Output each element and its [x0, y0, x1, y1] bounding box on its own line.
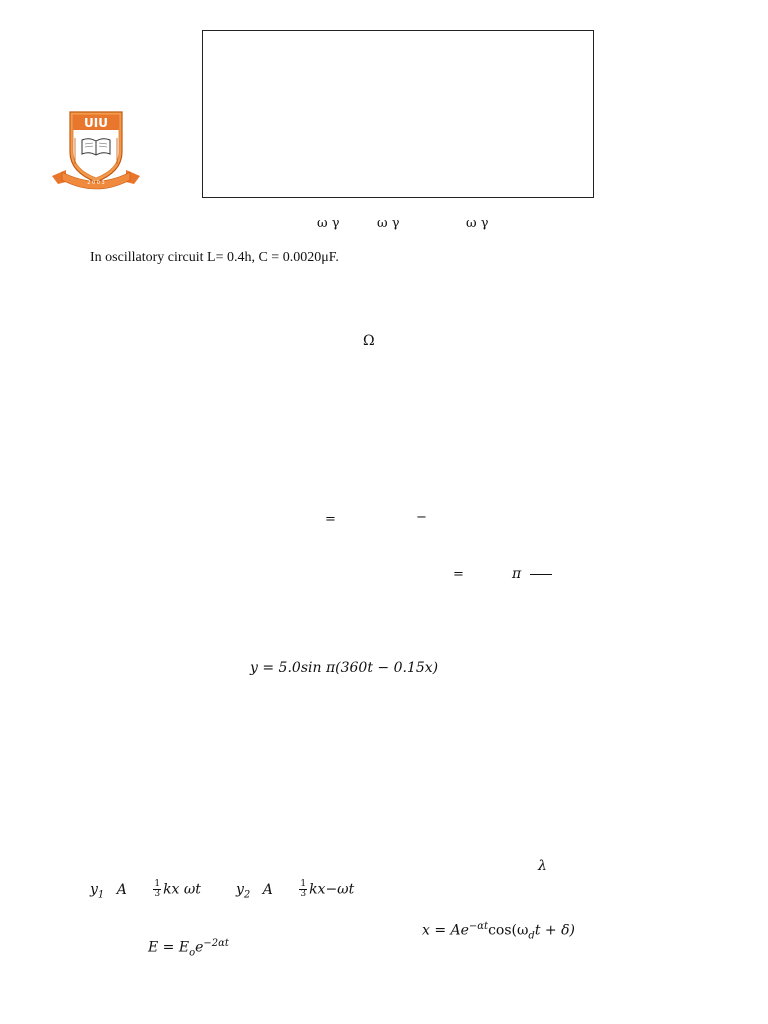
- omega-symbol: Ω: [363, 333, 375, 349]
- energy-subscript: o: [189, 947, 196, 959]
- wave-y1-equation: [90, 880, 201, 900]
- y1-tail: kx ωt: [163, 881, 201, 898]
- y2-amplitude: A: [262, 881, 273, 898]
- y1-subscript: 1: [97, 889, 105, 901]
- damped-cos: cos(ω: [488, 922, 529, 939]
- fraction-bar: [530, 574, 552, 575]
- damped-oscillation-equation: [422, 921, 575, 941]
- logo-year: 2 0 0 3: [87, 180, 105, 186]
- energy-base: e: [195, 939, 204, 956]
- uiu-crest-icon: [48, 108, 144, 192]
- pi-symbol: π: [512, 566, 522, 582]
- header-box: [202, 30, 594, 198]
- y1-amplitude: A: [116, 881, 127, 898]
- damped-end: t + δ): [534, 922, 575, 939]
- wave-equation-rest: π(360t − 0.15x): [321, 660, 439, 676]
- symbol-group-3: ω γ: [466, 216, 489, 231]
- equals-sign-2: =: [453, 567, 464, 582]
- damped-subscript: d: [528, 930, 535, 942]
- university-logo: [48, 108, 144, 192]
- y1-name: y: [90, 881, 98, 898]
- wave-equation-lhs: y = 5.0: [250, 660, 301, 676]
- question-oscillatory-circuit: In oscillatory circuit L= 0.4h, C = 0.0020μF.: [90, 250, 339, 265]
- y2-frac-num: 1: [300, 879, 307, 889]
- energy-exponent: −2αt: [203, 938, 229, 949]
- damped-exponent: −αt: [468, 921, 489, 932]
- logo-lettering: UIU: [84, 116, 108, 130]
- symbol-group-1: ω γ: [317, 216, 340, 231]
- damped-lhs: x = Ae: [422, 922, 469, 939]
- pi-fraction: [512, 566, 552, 582]
- y1-frac-num: 1: [154, 879, 161, 889]
- minus-sign-1: −: [416, 510, 427, 525]
- y1-frac-den: 3: [154, 889, 161, 899]
- energy-lhs: E = E: [148, 939, 190, 956]
- wave-equation-sin: sin: [300, 660, 322, 676]
- y2-name: y: [236, 881, 244, 898]
- y1-fraction: [153, 880, 161, 899]
- y2-subscript: 2: [243, 889, 251, 901]
- lambda-symbol: λ: [538, 858, 547, 874]
- energy-decay-equation: [148, 938, 229, 958]
- wave-y2-equation: [236, 880, 354, 900]
- wave-equation: [250, 660, 438, 676]
- y2-fraction: [299, 880, 307, 899]
- equals-sign-1: =: [325, 512, 336, 527]
- y2-tail: kx−ωt: [309, 881, 355, 898]
- symbol-group-2: ω γ: [377, 216, 400, 231]
- y2-frac-den: 3: [300, 889, 307, 899]
